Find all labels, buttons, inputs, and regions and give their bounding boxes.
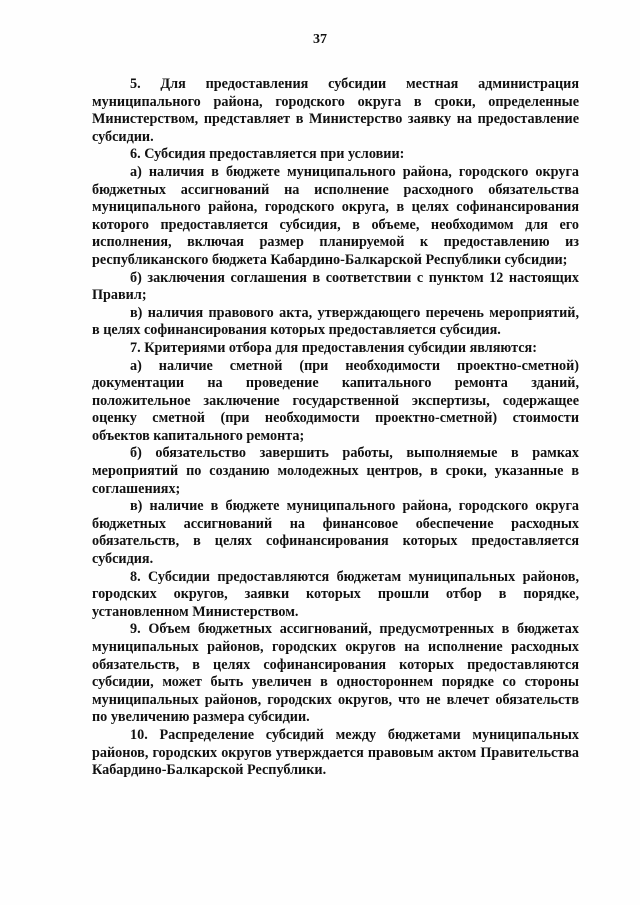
paragraph-10: 10. Распределение субсидий между бюджетами муниципальных районов, городских округов утверждается правовым актом Правительства Кабардино-Балкарской Республики. <box>92 726 579 779</box>
document-body <box>92 76 579 780</box>
paragraph-6-v: в) наличия правового акта, утверждающего перечень мероприятий, в целях софинансирования которых предоставляется субсидия. <box>92 304 579 339</box>
paragraph-9: 9. Объем бюджетных ассигнований, предусмотренных в бюджетах муниципальных районов, городских округов на исполнение расходных обязательств, в целях софинансирования которых предоставляются субсидии, может быть увеличен в одностороннем порядке со стороны муниципальных районов, городских округов, что не влечет обязательств по увеличению размера субсидии. <box>92 621 579 726</box>
paragraph-6: 6. Субсидия предоставляется при условии: <box>130 146 405 163</box>
paragraph-7-a: а) наличие сметной (при необходимости проектно-сметной) документации на проведение капитального ремонта зданий, положительное заключение государственной экспертизы, содержащее оценку сметной (при необходимости проектно-сметной) стоимости объектов капитального ремонта; <box>92 357 579 444</box>
paragraph-6-a: а) наличия в бюджете муниципального района, городского округа бюджетных ассигнований на исполнение расходного обязательства муниципального района, городского округа, в целях софинансирования которого предоставляется субсидия, в объеме, необходимом для его исполнения, включая размер планируемой к предоставлению из республиканского бюджета Кабардино-Балкарской Республики субсидии; <box>92 163 579 268</box>
paragraph-6-b: б) заключения соглашения в соответствии с пунктом 12 настоящих Правил; <box>92 269 579 304</box>
paragraph-7-v: в) наличие в бюджете муниципального района, городского округа бюджетных ассигнований на финансовое обеспечение расходных обязательств, в целях софинансирования которых предоставляется субсидия. <box>92 498 579 568</box>
paragraph-8: 8. Субсидии предоставляются бюджетам муниципальных районов, городских округов, заявки которых прошли отбор в порядке, установленном Министерством. <box>92 568 579 620</box>
paragraph-7-b: б) обязательство завершить работы, выполняемые в рамках мероприятий по созданию молодежных центров, в сроки, указанные в соглашениях; <box>92 445 579 497</box>
page-number: 37 <box>313 32 327 47</box>
paragraph-7: 7. Критериями отбора для предоставления субсидии являются: <box>130 339 537 356</box>
paragraph-5: 5. Для предоставления субсидии местная администрация муниципального района, городского округа в сроки, определенные Министерством, представляет в Министерство заявку на предоставление субсидии. <box>92 76 579 145</box>
